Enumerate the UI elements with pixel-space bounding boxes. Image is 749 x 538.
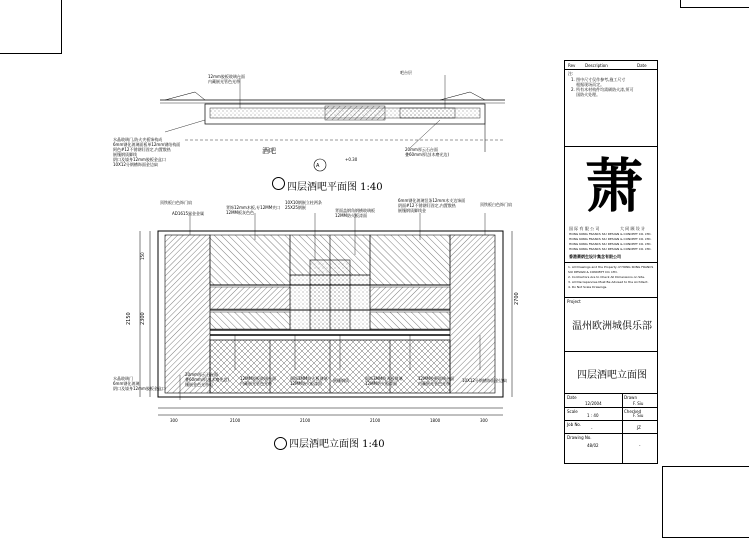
frame-bottom-right-box: [662, 466, 749, 538]
rev-value: -: [639, 443, 641, 448]
dwg-value: 48/02: [587, 443, 599, 448]
company-logo: 萧: [585, 152, 644, 220]
plan-title-symbol: [272, 177, 285, 190]
elev-dim-6: 300: [480, 418, 488, 423]
company-cn-full: 香港萧炳生设计集念有限公司: [569, 254, 621, 259]
elev-callout-4: 10X10钢嵌立柱两条 25X25钢嵌: [285, 200, 322, 210]
checked-value: F. Siu: [633, 413, 644, 418]
plan-view-drawing: [110, 70, 530, 190]
date-label: Date: [567, 395, 577, 400]
plan-level-mark: +0.30: [345, 157, 358, 162]
date-value: 12/2004: [585, 401, 602, 406]
svg-text:150: 150: [140, 252, 145, 260]
drawn-value: F. Siu: [633, 401, 644, 406]
project-label: Project: [567, 299, 581, 304]
divider-5: [565, 393, 657, 394]
plan-callout-right: 20mm厚云石台面 叠60mm厚边(木磨光边): [405, 147, 450, 157]
rev-label: JZ: [637, 425, 641, 430]
info-row-line-1: [565, 407, 657, 408]
elev-bottom-callout-4: 面饰3MM防火板玻璃 12MM防火板漆面: [290, 376, 328, 386]
elev-callout-6: 6mm钢化玻璃竖条12mm木支边饰面 阴面#12不锈钢钉固定,内置散热 嵌镶钢质脚线金: [398, 198, 466, 213]
plan-callout-right-top: 吧台层: [400, 70, 412, 75]
scale-value: 1 : 40: [587, 413, 599, 418]
small-notes: 1. All Drawings and the Property of HONG KONG FRANCS SIU DESIGN & CONCEPT CO. LTD. 2. Contractors Are to Check All Dimensions on Site. 3. All Discrepancies Must Be Advised to the Architect. 4. Do Not Scale Drawings.: [568, 265, 654, 289]
divider-3: [565, 297, 657, 298]
elevation-title: 四层酒吧立面图 1:40: [289, 439, 385, 450]
elev-bottom-callout-1: 水晶玻璃门 6mm钢化玻璃 阴口及墙身12mm胶板金盒口: [113, 376, 166, 391]
elev-bottom-callout-7: 12MM胶板玻璃台面 内藏嵌光管色光带: [418, 376, 454, 386]
plan-bar-label: 酒吧: [262, 147, 276, 155]
title-block-header: Rev Description Date: [565, 61, 657, 70]
elev-callout-3: 背饰12mm木板,专12MM夹口 12MM板灰色色: [226, 205, 281, 215]
elev-dim-4: 2100: [370, 418, 381, 423]
divider-2: [565, 262, 657, 263]
job-value: -: [591, 426, 593, 431]
elev-bottom-callout-5: 嵌镶钢质: [333, 378, 349, 383]
elevation-title-symbol: [274, 437, 287, 450]
job-label: Job No.: [567, 422, 582, 427]
svg-text:2300: 2300: [140, 312, 146, 325]
drawing-name: 四层酒吧立面图: [577, 370, 647, 381]
svg-text:A: A: [316, 163, 320, 169]
elev-callout-5: 背面盖钢角钢横玻璃板 12MM防火板漆面: [335, 208, 375, 218]
frame-top-left-box: [0, 0, 62, 54]
info-row-line-2: [565, 420, 657, 421]
svg-text:2700: 2700: [514, 292, 520, 305]
plan-title: 四层酒吧平面图 1:40: [287, 182, 383, 193]
elev-callout-7: 顶铁板白色饰门扇: [480, 202, 512, 207]
company-cn-1: 国 际 有 限 公 司: [569, 226, 600, 231]
plan-callout-top: 12mm胶板玻璃台面 内藏嵌光管色光带: [208, 74, 245, 84]
checked-label: Checked: [624, 409, 642, 414]
info-grid-vline: [622, 393, 623, 463]
elev-dim-1: 300: [170, 418, 178, 423]
plan-callout-left: 水晶玻璃门,防火夹板饰构成 6mm钢化玻璃面板单12mm钢结构面 阿色#12不锈钢钉固定,内置散热 嵌镶钢质脚线 阴口及墙身12mm胶板金盒口 10X12分钢槽饰面金边扁: [113, 137, 181, 167]
notes-text: 1. 图中尺寸仅作参考,施工尺寸 根据现场而定。 2. 所有木材构件均需刷防火漆,须可 国防火处理。: [571, 77, 634, 97]
elev-callout-2: AD1615黑金金属: [172, 211, 204, 216]
company-cn-2: 大 同 顾 设 计: [620, 226, 646, 231]
elev-callout-1: 顶铁板白色饰门扇: [160, 200, 192, 205]
info-row-line-3: [565, 433, 657, 434]
scale-label: Scale: [567, 409, 578, 414]
elev-bottom-callout-6: 面饰3MM防火板玻璃 12MM防火板漆面: [365, 376, 403, 386]
elev-dim-2: 2100: [230, 418, 241, 423]
elev-dim-3: 2100: [300, 418, 311, 423]
frame-top-right-box: [680, 0, 749, 8]
divider-4: [565, 351, 657, 352]
company-en: HONG KONG FRANCS SIU DESIGN & CONCEPT CO. LTD. HONG KONG FRANCS SIU DESIGN & CONCEPT CO. LTD. HONG KONG FRANCS SIU DESIGN & CONCEPT CO. LTD. HONG KONG FRANCS SIU DESIGN & CONCEPT CO. LTD.: [569, 232, 652, 251]
notes-label: 注:: [568, 71, 574, 76]
elev-bottom-callout-8: 10X12分钢槽饰面金边扁: [462, 378, 507, 383]
title-block: [564, 60, 658, 464]
elev-bottom-callout-2: 20mm厚云石台面 叠60mm厚边(木磨光边) 镶嵌金色光带柜: [185, 372, 230, 387]
elev-bottom-callout-3: 12MM胶板玻璃台面 内藏嵌光管色光带: [240, 376, 276, 386]
divider-1: [565, 146, 657, 147]
dwg-label: Drawing No.: [567, 435, 592, 440]
elevation-drawing: [110, 195, 530, 435]
drawn-label: Drawn: [624, 395, 637, 400]
elev-dim-5: 1800: [430, 418, 441, 423]
svg-text:2150: 2150: [126, 312, 132, 325]
project-name: 温州欧洲城俱乐部: [572, 321, 652, 332]
